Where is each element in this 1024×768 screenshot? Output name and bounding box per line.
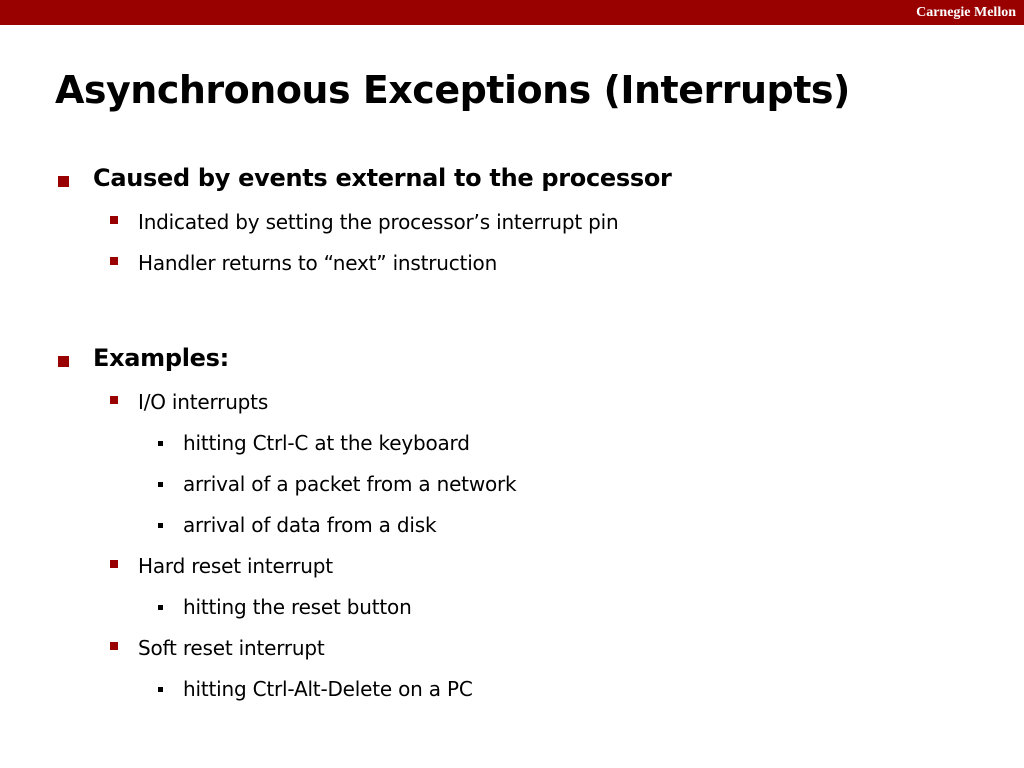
bullet-level2-icon bbox=[110, 560, 118, 568]
bullet-text-level2: Hard reset interrupt bbox=[138, 554, 333, 578]
bullet-text-level3: arrival of a packet from a network bbox=[183, 472, 517, 496]
bullet-level2-icon bbox=[110, 216, 118, 224]
bullet-level1-icon bbox=[58, 176, 69, 187]
bullet-text-level3: hitting Ctrl-C at the keyboard bbox=[183, 431, 470, 455]
bullet-text-level1: Examples: bbox=[93, 344, 229, 372]
slide-title: Asynchronous Exceptions (Interrupts) bbox=[55, 68, 850, 112]
bullet-text-level3: arrival of data from a disk bbox=[183, 513, 437, 537]
bullet-text-level1: Caused by events external to the processor bbox=[93, 164, 672, 192]
bullet-level3-icon bbox=[158, 605, 163, 610]
header-bar bbox=[0, 0, 1024, 25]
bullet-level2-icon bbox=[110, 642, 118, 650]
bullet-level2-icon bbox=[110, 257, 118, 265]
bullet-text-level2: Soft reset interrupt bbox=[138, 636, 325, 660]
bullet-level2-icon bbox=[110, 396, 118, 404]
bullet-text-level2: I/O interrupts bbox=[138, 390, 269, 414]
bullet-text-level3: hitting Ctrl-Alt-Delete on a PC bbox=[183, 677, 473, 701]
bullet-level3-icon bbox=[158, 523, 163, 528]
bullet-level3-icon bbox=[158, 441, 163, 446]
bullet-level3-icon bbox=[158, 687, 163, 692]
bullet-text-level2: Handler returns to “next” instruction bbox=[138, 251, 498, 275]
bullet-text-level2: Indicated by setting the processor’s interrupt pin bbox=[138, 210, 619, 234]
brand-label: Carnegie Mellon bbox=[916, 5, 1016, 20]
bullet-level3-icon bbox=[158, 482, 163, 487]
bullet-text-level3: hitting the reset button bbox=[183, 595, 412, 619]
bullet-level1-icon bbox=[58, 356, 69, 367]
